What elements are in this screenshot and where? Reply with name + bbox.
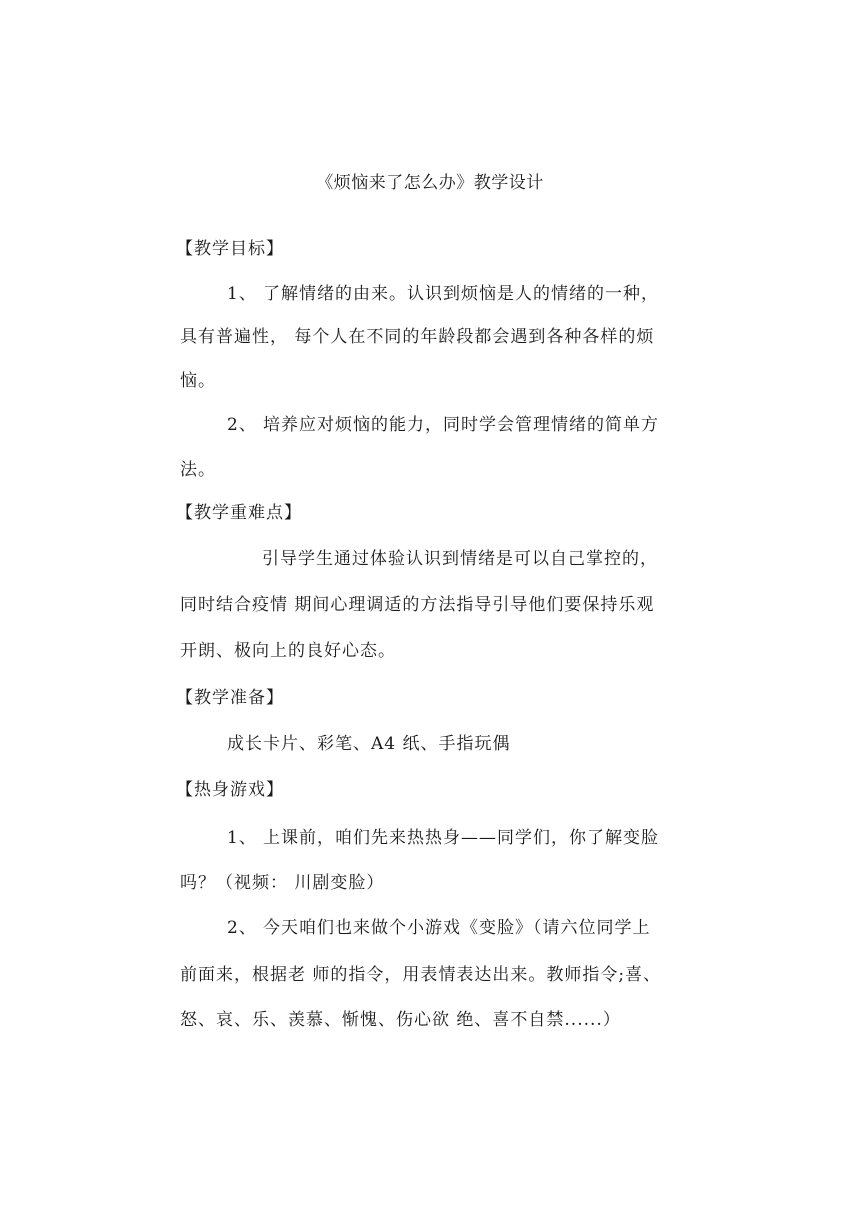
goal-item-2-text: 培养应对烦恼的能力，同时学会管理情绪的简单方 <box>263 415 659 435</box>
key-points-line-2: 同时结合疫情 期间心理调适的方法指导引导他们要保持乐观 <box>180 595 655 615</box>
warmup-item-2-line-1 <box>227 913 737 938</box>
warmup-item-1-text: 上课前，咱们先来热热身——同学们，你了解变脸 <box>263 828 659 848</box>
section-heading-preparation: 【教学准备】 <box>176 688 284 708</box>
preparation-line-1: 成长卡片、彩笔、A4 纸、手指玩偶 <box>227 734 511 754</box>
key-points-line-3: 开朗、极向上的良好心态。 <box>180 641 396 661</box>
section-heading-warmup: 【热身游戏】 <box>176 780 284 800</box>
section-heading-goals: 【教学目标】 <box>176 239 284 259</box>
goal-item-1-line-2: 具有普遍性， 每个人在不同的年龄段都会遇到各种各样的烦 <box>180 327 655 347</box>
goal-item-1-number: 1、 <box>227 284 257 304</box>
warmup-item-2-number: 2、 <box>227 918 257 938</box>
warmup-item-2-text: 今天咱们也来做个小游戏《变脸》（请六位同学上 <box>263 918 651 938</box>
goal-item-2-line-2: 法。 <box>180 460 216 480</box>
warmup-item-1-line-2: 吗？（视频： 川剧变脸） <box>180 873 385 893</box>
document-title: 《烦恼来了怎么办》教学设计 <box>316 173 544 193</box>
key-points-line-1: 引导学生通过体验认识到情绪是可以自己掌控的， <box>262 549 658 569</box>
warmup-item-2-line-3: 怒、哀、乐、羡慕、惭愧、伤心欲 绝、喜不自禁......） <box>180 1010 621 1030</box>
goal-item-2-line-1 <box>227 410 737 435</box>
section-heading-key-points: 【教学重难点】 <box>176 503 302 523</box>
warmup-item-2-line-2: 前面来，根据老 师的指令，用表情表达出来。教师指令;喜、 <box>180 965 662 985</box>
goal-item-1-line-1 <box>227 279 737 304</box>
warmup-item-1-number: 1、 <box>227 828 257 848</box>
goal-item-1-line-3: 恼。 <box>180 371 216 391</box>
goal-item-2-number: 2、 <box>227 415 257 435</box>
warmup-item-1-line-1 <box>227 823 737 848</box>
goal-item-1-text: 了解情绪的由来。认识到烦恼是人的情绪的一种， <box>263 284 659 304</box>
